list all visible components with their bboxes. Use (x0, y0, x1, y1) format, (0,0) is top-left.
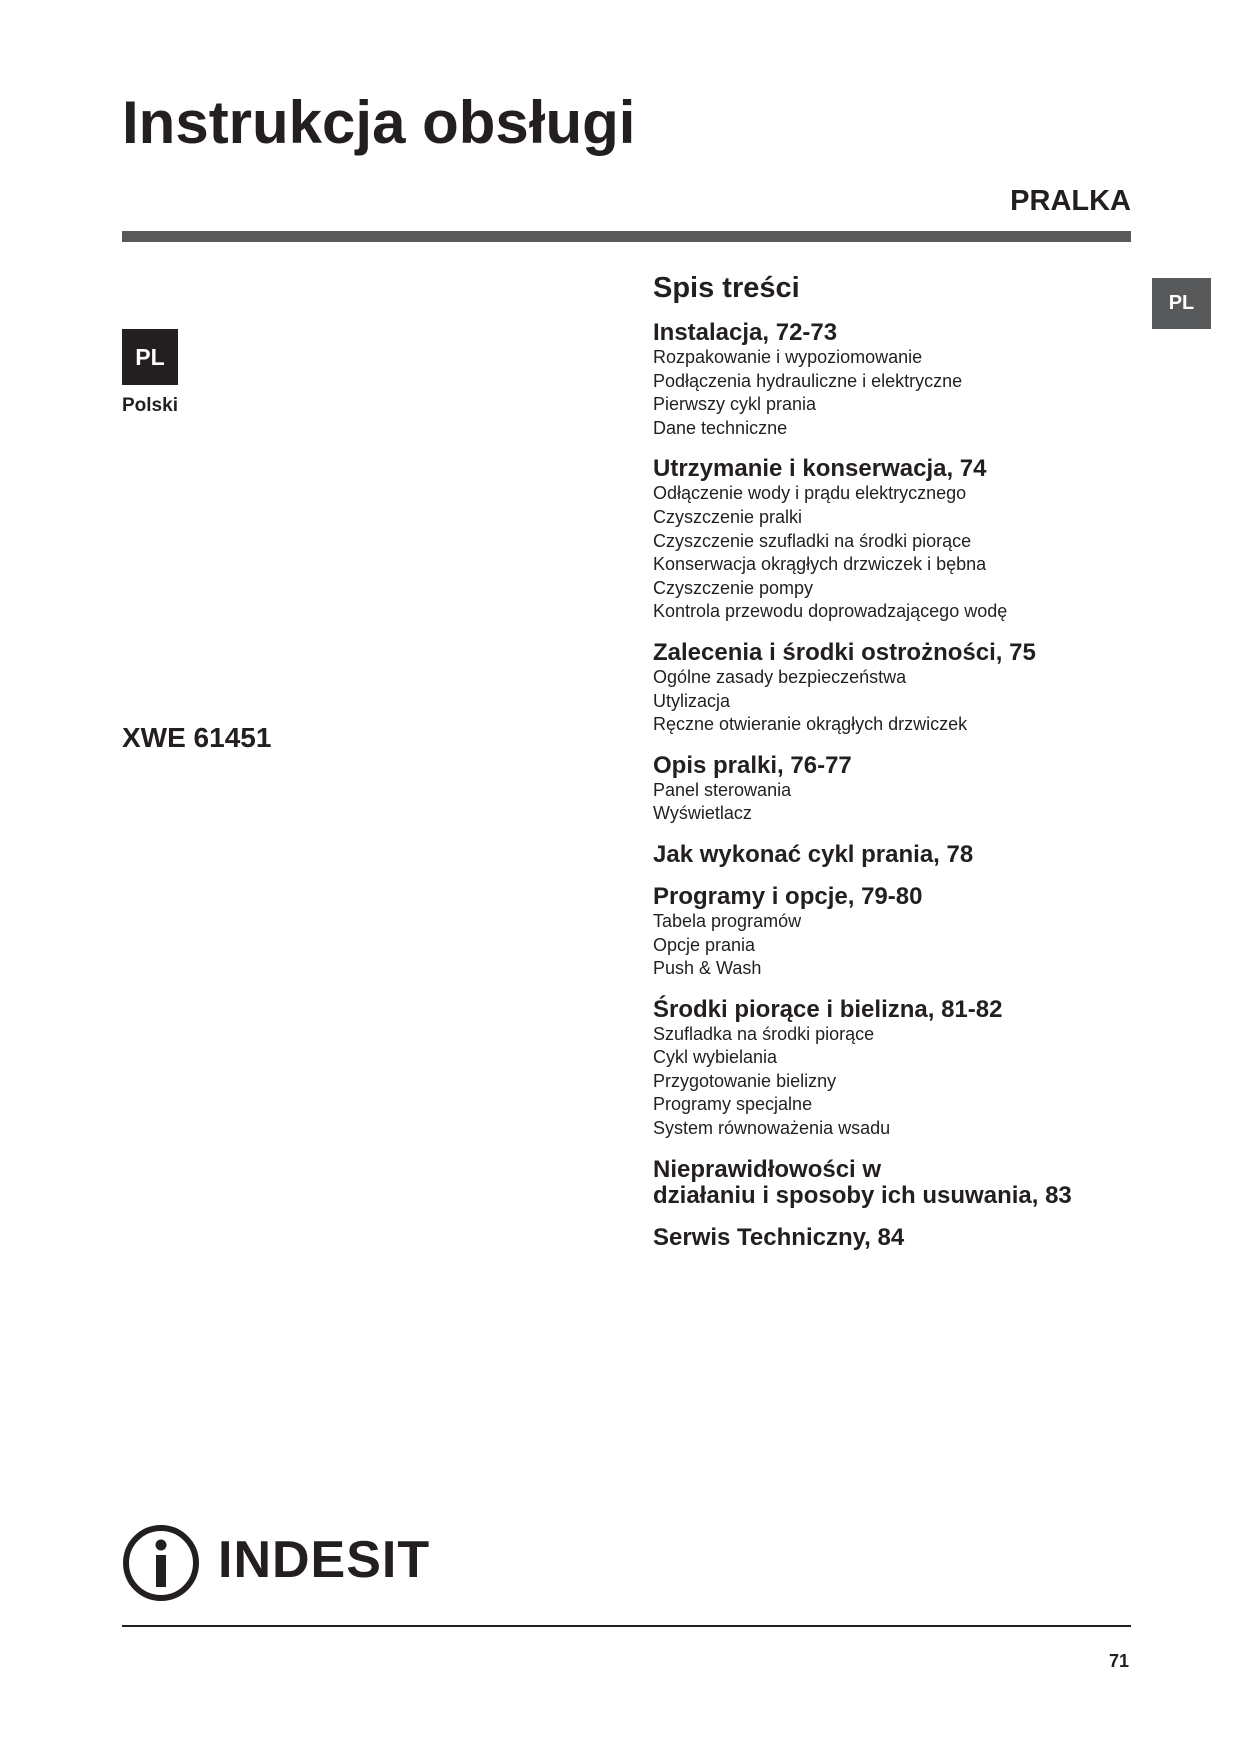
toc-sections (653, 320, 1143, 1251)
toc-section (653, 884, 1143, 981)
toc-section-heading: Programy i opcje, 79-80 (653, 882, 923, 910)
page-number: 71 (1108, 1651, 1129, 1671)
toc-entry: Czyszczenie szufladki na środki piorące (653, 530, 972, 551)
toc-entry: Tabela programów (653, 910, 802, 931)
toc-entry: Konserwacja okrągłych drzwiczek i bębna (653, 554, 987, 575)
toc-section (653, 753, 1143, 826)
toc-section (653, 640, 1143, 737)
toc-entry: Czyszczenie pompy (653, 577, 814, 598)
toc-section-heading: Nieprawidłowości w działaniu i sposoby ich usuwania, 83 (653, 1155, 1072, 1209)
toc-entry: Wyświetlacz (653, 803, 752, 824)
toc-entry: Odłączenie wody i prądu elektrycznego (653, 483, 967, 504)
indesit-logo-icon (122, 1524, 200, 1602)
toc-section (653, 997, 1143, 1141)
brand-wordmark: INDESIT (218, 1531, 431, 1589)
table-of-contents (653, 270, 1143, 1267)
toc-entry: Dane techniczne (653, 417, 788, 438)
toc-entry: Opcje prania (653, 934, 756, 955)
language-badge: PL (122, 329, 178, 385)
toc-section-heading: Jak wykonać cykl prania, 78 (653, 840, 974, 868)
toc-entry: Push & Wash (653, 958, 762, 979)
toc-entry: Panel sterowania (653, 779, 792, 800)
toc-section (653, 456, 1143, 624)
toc-entry: Podłączenia hydrauliczne i elektryczne (653, 370, 963, 391)
brand-logo (122, 1524, 431, 1607)
toc-entry: Pierwszy cykl prania (653, 394, 817, 415)
toc-section-heading: Opis pralki, 76-77 (653, 751, 852, 779)
language-name: Polski (122, 395, 178, 416)
toc-entry: Szufladka na środki piorące (653, 1023, 875, 1044)
toc-entry: Przygotowanie bielizny (653, 1070, 837, 1091)
toc-title: Spis treści (653, 272, 800, 304)
toc-section (653, 842, 1143, 868)
toc-entry: Cykl wybielania (653, 1047, 778, 1068)
document-title: Instrukcja obsługi (122, 89, 636, 156)
toc-entry: Kontrola przewodu doprowadzającego wodę (653, 601, 1008, 622)
toc-entry: Programy specjalne (653, 1094, 813, 1115)
toc-section-heading: Środki piorące i bielizna, 81-82 (653, 995, 1003, 1023)
toc-entry: Utylizacja (653, 690, 731, 711)
toc-section-heading: Instalacja, 72-73 (653, 319, 838, 346)
product-type: PRALKA (1010, 185, 1131, 217)
toc-section (653, 1225, 1143, 1251)
toc-entry: Ogólne zasady bezpieczeństwa (653, 666, 907, 687)
toc-section-heading: Zalecenia i środki ostrożności, 75 (653, 638, 1036, 666)
toc-section-heading: Utrzymanie i konserwacja, 74 (653, 455, 987, 483)
toc-section-heading: Serwis Techniczny, 84 (653, 1223, 905, 1251)
toc-entry: Czyszczenie pralki (653, 506, 803, 527)
model-number: XWE 61451 (122, 722, 272, 753)
header-divider (122, 231, 1131, 242)
toc-entry: System równoważenia wsadu (653, 1118, 891, 1139)
toc-entry: Ręczne otwieranie okrągłych drzwiczek (653, 714, 968, 735)
toc-section (653, 320, 1143, 440)
footer-divider (122, 1625, 1131, 1627)
toc-section (653, 1157, 1143, 1209)
toc-entry: Rozpakowanie i wypoziomowanie (653, 347, 923, 367)
language-side-tab: PL (1152, 278, 1211, 329)
